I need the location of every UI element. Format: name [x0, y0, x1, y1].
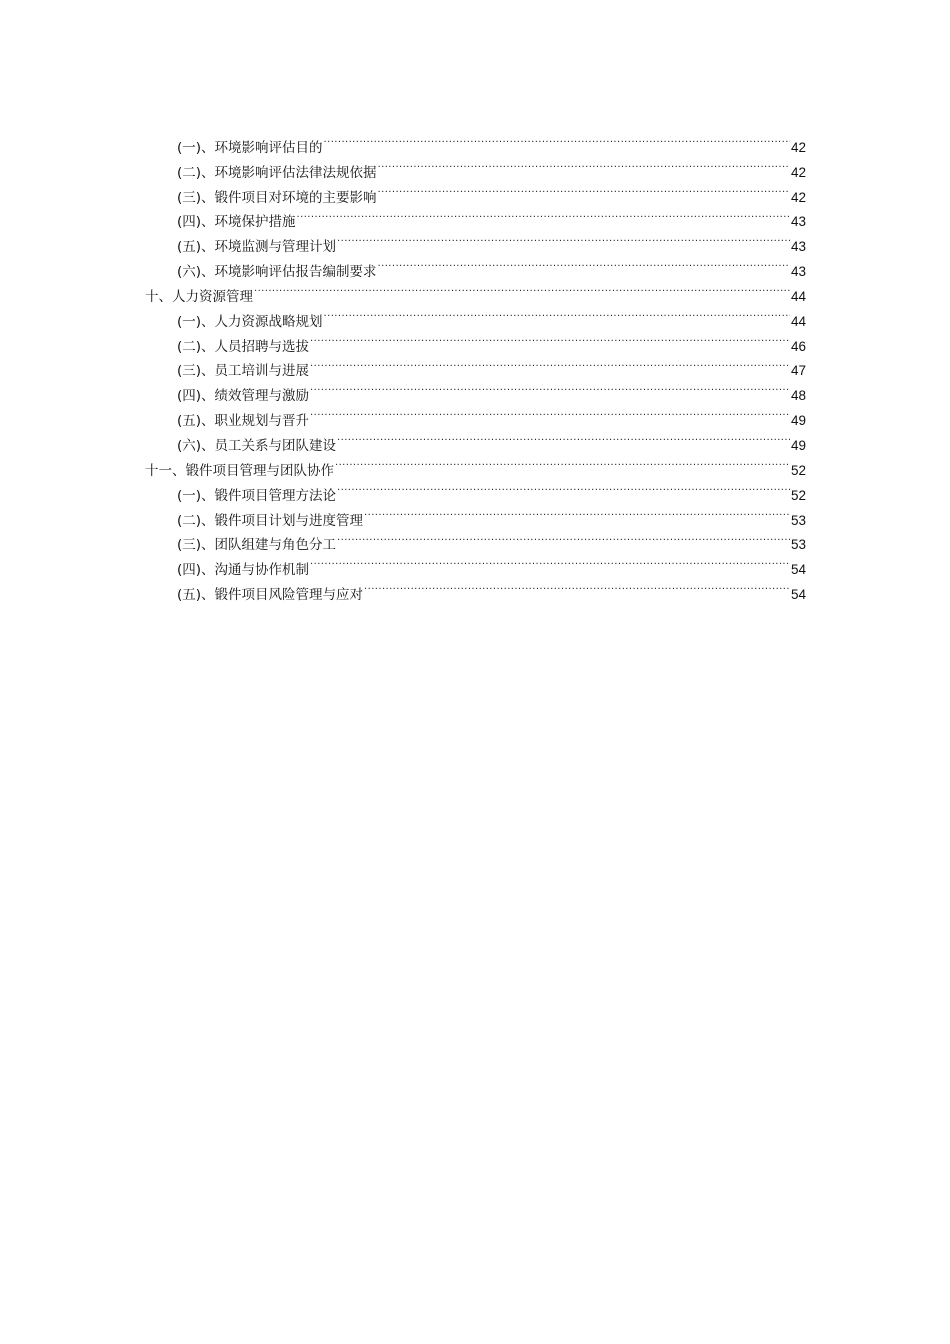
- toc-page-number: 44: [790, 288, 806, 304]
- toc-page-number: 53: [790, 537, 806, 553]
- toc-page-number: 49: [790, 437, 806, 453]
- toc-dot-leader: [378, 177, 790, 202]
- toc-page-number: 48: [790, 388, 806, 404]
- toc-page-number: 42: [790, 139, 806, 155]
- toc-dot-leader: [364, 574, 790, 599]
- toc-page-number: 53: [790, 512, 806, 528]
- toc-dot-leader: [254, 276, 790, 301]
- toc-dot-leader: [310, 400, 790, 425]
- toc-dot-leader: [310, 326, 790, 351]
- toc-dot-leader: [297, 202, 790, 227]
- toc-dot-leader: [324, 127, 790, 152]
- toc-dot-leader: [337, 226, 790, 251]
- toc-page-number: 43: [790, 264, 806, 280]
- table-of-contents: [145, 127, 806, 604]
- toc-dot-leader: [310, 375, 790, 400]
- toc-dot-leader: [337, 475, 790, 500]
- toc-entry-title: (四)、绩效管理与激励: [177, 388, 310, 405]
- toc-entry-title: (四)、环境保护措施: [177, 214, 296, 231]
- toc-entry-title: (一)、锻件项目管理方法论: [177, 487, 337, 504]
- toc-dot-leader: [378, 152, 790, 177]
- toc-page-number: 42: [790, 164, 806, 180]
- toc-dot-leader: [364, 500, 790, 525]
- toc-page-number: 43: [790, 214, 806, 230]
- toc-page-number: 46: [790, 338, 806, 354]
- toc-entry-title: (四)、沟通与协作机制: [177, 562, 310, 579]
- toc-entry-title: 十、人力资源管理: [145, 288, 253, 305]
- toc-page-number: 47: [790, 363, 806, 379]
- toc-dot-leader: [337, 425, 790, 450]
- toc-page-number: 52: [790, 487, 806, 503]
- toc-entry-title: (三)、锻件项目对环境的主要影响: [177, 189, 377, 206]
- toc-dot-leader: [337, 525, 790, 550]
- toc-entry-title: (六)、员工关系与团队建设: [177, 437, 337, 454]
- toc-entry-title: (一)、人力资源战略规划: [177, 313, 323, 330]
- toc-dot-leader: [310, 351, 790, 376]
- toc-dot-leader: [310, 549, 790, 574]
- toc-page-number: 43: [790, 239, 806, 255]
- toc-section-entry[interactable]: [145, 127, 806, 156]
- toc-entry-title: (二)、锻件项目计划与进度管理: [177, 512, 364, 529]
- toc-entry-title: (二)、人员招聘与选拔: [177, 338, 310, 355]
- toc-entry-title: (六)、环境影响评估报告编制要求: [177, 264, 377, 281]
- toc-entry-title: (三)、团队组建与角色分工: [177, 537, 337, 554]
- toc-entry-title: (五)、职业规划与晋升: [177, 413, 310, 430]
- toc-page-number: 52: [790, 462, 806, 478]
- toc-page-number: 44: [790, 313, 806, 329]
- toc-entry-title: (三)、员工培训与进展: [177, 363, 310, 380]
- toc-entry-title: (五)、锻件项目风险管理与应对: [177, 587, 364, 604]
- toc-entry-title: (二)、环境影响评估法律法规依据: [177, 164, 377, 181]
- toc-dot-leader: [335, 450, 790, 475]
- toc-dot-leader: [324, 301, 790, 326]
- toc-dot-leader: [378, 251, 790, 276]
- toc-entry-title: (五)、环境监测与管理计划: [177, 239, 337, 256]
- toc-entry-title: 十一、锻件项目管理与团队协作: [145, 462, 334, 479]
- toc-page-number: 54: [790, 587, 806, 603]
- toc-page-number: 49: [790, 413, 806, 429]
- toc-entry-title: (一)、环境影响评估目的: [177, 139, 323, 156]
- toc-page-number: 42: [790, 189, 806, 205]
- toc-page-number: 54: [790, 562, 806, 578]
